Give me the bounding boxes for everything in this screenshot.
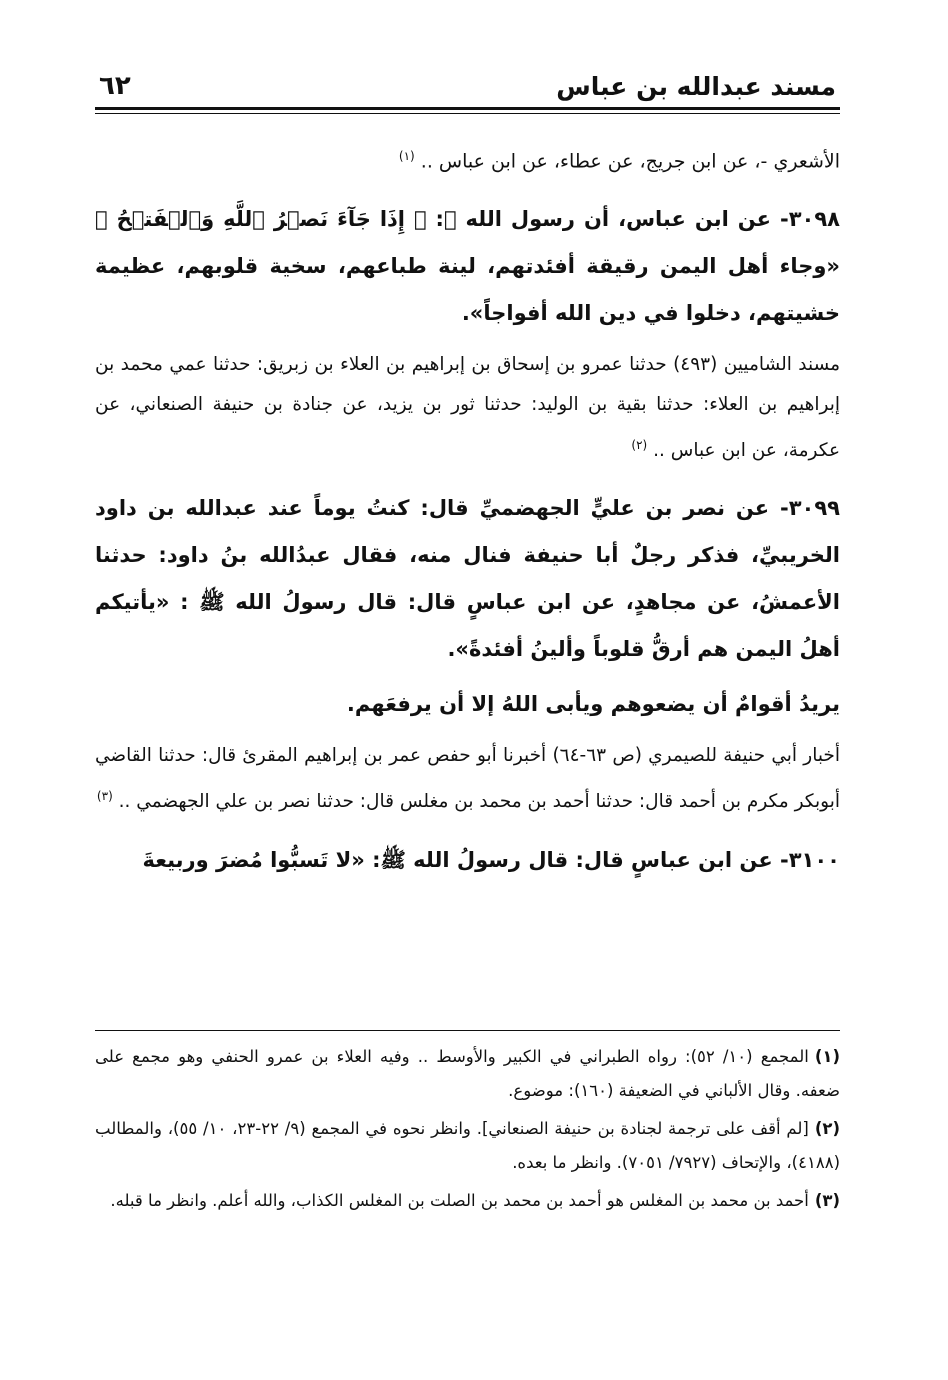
footnote-divider	[95, 1030, 840, 1031]
footnote-3: (٣)أحمد بن محمد بن المغلس هو أحمد بن محمد بن الصلت بن المغلس الكذاب، والله أعلم. وانظر ما قبله.	[110, 1191, 840, 1210]
main-text	[95, 136, 840, 884]
footnote-1: (١)المجمع (١٠/ ٥٢): رواه الطبراني في الكبير والأوسط .. وفيه العلاء بن عمرو الحنفي وهو مجمع على ضعفه. وقال الألباني في الضعيفة (١٦٠): موضوع.	[95, 1047, 840, 1100]
book-page	[95, 60, 840, 1360]
source-3098: مسند الشاميين (٤٩٣) حدثنا عمرو بن إسحاق بن إبراهيم بن العلاء بن زبريق: حدثنا عمي محمد بن إبراهيم بن العلاء: حدثنا بقية بن الوليد: حدثنا ثور بن يزيد، عن جنادة بن حنيفة الصنعاني، عن عكرمة، عن ابن عباس .. $^{(٢)}$	[95, 354, 840, 462]
footnote-2: (٢)[لم أقف على ترجمة لجنادة بن حنيفة الصنعاني]. وانظر نحوه في المجمع (٩/ ٢٢-٢٣، ١٠/ ٥٥)، والمطالب (٤١٨٨)، والإتحاف (٧٩٢٧/ ٧٠٥١). وانظر ما بعده.	[95, 1119, 841, 1172]
page-header	[95, 60, 840, 110]
hadith-3099: ٣٠٩٩- عن نصر بن عليٍّ الجهضميِّ قال: كنتُ يوماً عند عبدالله بن داود الخريبيِّ، فذكر رجلٌ أبا حنيفة فنال منه، فقال عبدُالله بنُ داود: حدثنا الأعمشُ، عن مجاهدٍ، عن ابن عباسٍ قال: قال رسولُ الله ﷺ : «يأتيكم أهلُ اليمن هم أرقُّ قلوباً وألينُ أفئدةً».	[95, 496, 840, 662]
book-title: مسند عبدالله بن عباس	[556, 72, 836, 101]
continuation-line: الأشعري -، عن ابن جريج، عن عطاء، عن ابن عباس .. $^{(١)}$	[398, 149, 840, 173]
footnote-ref-3: (٣)	[96, 789, 113, 804]
source-3099: أخبار أبي حنيفة للصيمري (ص ٦٣-٦٤) أخبرنا أبو حفص عمر بن إبراهيم المقرئ قال: حدثنا القاضي أبوبكر مكرم بن أحمد قال: حدثنا أحمد بن محمد بن مغلس قال: حدثنا نصر بن علي الجهضمي .. $^{(٣)}$	[95, 745, 840, 813]
footnote-ref-2: (٢)	[631, 438, 648, 453]
footnote-ref-1: (١)	[398, 149, 415, 163]
hadith-3098: ٣٠٩٨- عن ابن عباس، أن رسول الله ﷺ: ﴿ إِذَا جَآءَ نَصۡرُ ٱللَّهِ وَٱلۡفَتۡحُ ﴾ «وجاء أهل اليمن رقيقة أفئدتهم، لينة طباعهم، سخية قلوبهم، عظيمة خشيتهم، دخلوا في دين الله أفواجاً».	[95, 207, 840, 326]
footnotes	[95, 1040, 840, 1222]
hadith-3099-comment: يريدُ أقوامٌ أن يضعوهم ويأبى اللهُ إلا أن يرفعَهم.	[346, 692, 840, 717]
header-divider	[95, 113, 840, 114]
page-number: ٦٢	[99, 71, 131, 101]
hadith-3100: ٣١٠٠- عن ابن عباسٍ قال: قال رسولُ الله ﷺ: «لا تَسبُّوا مُضرَ وربيعةَ	[142, 847, 840, 872]
